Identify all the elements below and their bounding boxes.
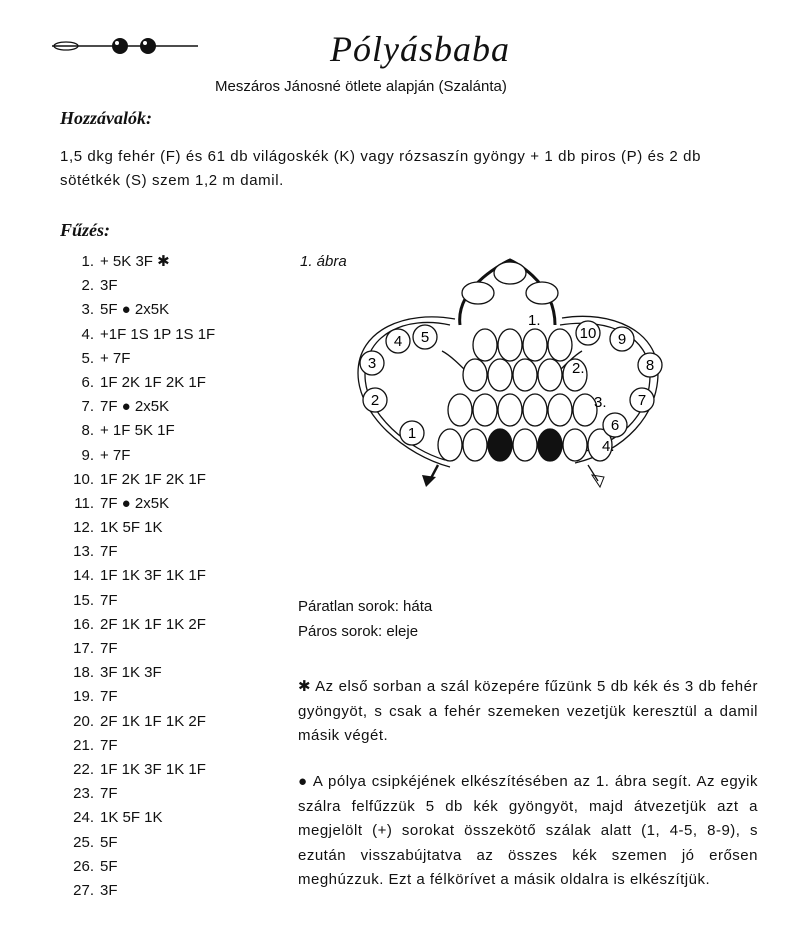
step-number: 13.	[73, 543, 94, 561]
body-bead	[548, 394, 572, 426]
step-item	[60, 758, 215, 782]
step-item	[60, 855, 215, 879]
step-text: 1F 1K 3F 1K 1F	[100, 567, 206, 585]
step-item	[60, 806, 215, 830]
step-text: 7F	[100, 591, 118, 609]
step-number: 7.	[81, 398, 94, 416]
step-number: 16.	[73, 615, 94, 633]
step-number: 9.	[81, 446, 94, 464]
bead-number: 8	[645, 357, 655, 374]
step-item	[60, 734, 215, 758]
step-text: 3F	[100, 881, 118, 899]
arrow-left-icon	[422, 475, 436, 487]
body-bead	[523, 329, 547, 361]
subtitle: Meszáros Jánosné ötlete alapján (Szalánta)	[215, 78, 507, 95]
bead-number: 5	[420, 329, 430, 346]
step-text: 5F	[100, 857, 118, 875]
step-text: 7F	[100, 543, 118, 561]
step-number: 10.	[73, 470, 94, 488]
arc-bead	[494, 262, 526, 284]
figure-label: 1. ábra	[300, 253, 347, 270]
step-text: 3F	[100, 277, 118, 295]
step-number: 19.	[73, 688, 94, 706]
step-text: + 1F 5K 1F	[100, 422, 175, 440]
bead-number: 1	[407, 425, 417, 442]
page-title: Pólyásbaba	[330, 29, 510, 69]
step-item	[60, 395, 215, 419]
step-item	[60, 347, 215, 371]
arc-bead	[462, 282, 494, 304]
step-item	[60, 782, 215, 806]
body-bead	[523, 394, 547, 426]
bead-number: 9	[617, 331, 627, 348]
ingredients-heading: Hozzávalók:	[60, 108, 152, 128]
bead-number: 4	[393, 333, 403, 350]
step-item	[60, 250, 215, 274]
body-bead	[513, 429, 537, 461]
step-number: 1.	[81, 253, 94, 270]
row-label: 3.	[594, 394, 607, 411]
step-item	[60, 298, 215, 322]
step-number: 15.	[73, 591, 94, 609]
body-bead	[513, 359, 537, 391]
step-item	[60, 661, 215, 685]
step-number: 26.	[73, 857, 94, 875]
step-item	[60, 613, 215, 637]
body-bead	[463, 429, 487, 461]
step-number: 12.	[73, 519, 94, 537]
bead-number: 3	[367, 355, 377, 372]
step-number: 23.	[73, 785, 94, 803]
step-number: 6.	[81, 373, 94, 391]
step-text: 7F	[100, 785, 118, 803]
step-number: 3.	[81, 301, 94, 319]
step-number: 17.	[73, 640, 94, 657]
step-number: 24.	[73, 809, 94, 827]
steps-list	[60, 250, 215, 903]
step-text: 2F 1K 1F 1K 2F	[100, 712, 206, 730]
odd-rows-note: Páratlan sorok: háta	[298, 598, 433, 615]
eye-bead	[538, 429, 562, 461]
threading-heading: Fűzés:	[60, 220, 111, 240]
bead-needle-icon	[50, 34, 210, 58]
step-text: 1K 5F 1K	[100, 519, 163, 537]
arc-bead	[526, 282, 558, 304]
step-number: 20.	[73, 712, 94, 730]
step-text: + 7F	[100, 446, 131, 464]
body-bead	[438, 429, 462, 461]
step-text: 3F 1K 3F	[100, 664, 162, 682]
even-rows-note: Páros sorok: eleje	[298, 623, 419, 640]
step-text: 2F 1K 1F 1K 2F	[100, 615, 206, 633]
step-text: 1K 5F 1K	[100, 809, 163, 827]
step-item	[60, 879, 215, 903]
body-bead	[538, 359, 562, 391]
step-text: 1F 2K 1F 2K 1F	[100, 373, 206, 391]
step-text: +1F 1S 1P 1S 1F	[100, 325, 216, 343]
step-text: 7F ● 2x5K	[100, 398, 170, 416]
step-item	[60, 468, 215, 492]
step-number: 21.	[73, 736, 94, 754]
row-label: 1.	[528, 312, 541, 329]
body-bead	[563, 429, 587, 461]
step-number: 11.	[74, 494, 94, 512]
row-label: 4.	[602, 438, 615, 455]
step-item	[60, 540, 215, 564]
body-bead	[498, 394, 522, 426]
note-star: ✱ Az első sorban a szál közepére fűzünk 5 db kék és 3 db fehér gyöngyöt, s csak a fehér szemeken vezetjük keresztül a damil másik végét.	[298, 678, 758, 744]
body-bead	[473, 329, 497, 361]
body-bead	[498, 329, 522, 361]
row-label: 2.	[572, 360, 585, 377]
bead-number: 10	[579, 325, 597, 342]
step-number: 2.	[81, 277, 94, 295]
step-number: 18.	[73, 664, 94, 682]
step-text: 5F	[100, 833, 118, 851]
step-text: 1F 1K 3F 1K 1F	[100, 760, 206, 778]
body-bead	[463, 359, 487, 391]
body-bead	[473, 394, 497, 426]
step-item	[60, 492, 215, 516]
step-item	[60, 516, 215, 540]
bead-number: 6	[610, 417, 620, 434]
step-item	[60, 419, 215, 443]
step-item	[60, 564, 215, 588]
step-text: 5F ● 2x5K	[100, 301, 170, 319]
step-item	[60, 637, 215, 661]
step-text: 7F	[100, 640, 118, 657]
step-text: 1F 2K 1F 2K 1F	[100, 470, 206, 488]
step-text: 7F	[100, 688, 118, 706]
ingredients-text: 1,5 dkg fehér (F) és 61 db világoskék (K) vagy rózsaszín gyöngy + 1 db piros (P) és 2 db sötétkék (S) szem 1,2 m damil.	[60, 148, 702, 189]
step-item	[60, 274, 215, 298]
beading-diagram	[350, 255, 680, 495]
step-item	[60, 323, 215, 347]
step-item	[60, 444, 215, 468]
step-item	[60, 371, 215, 395]
body-bead	[548, 329, 572, 361]
eye-bead	[488, 429, 512, 461]
bead-number: 7	[637, 392, 647, 409]
body-bead	[448, 394, 472, 426]
step-number: 5.	[81, 349, 94, 367]
step-text: + 5K 3F ✱	[100, 253, 170, 270]
step-number: 8.	[81, 422, 94, 440]
step-number: 14.	[73, 567, 94, 585]
step-item	[60, 589, 215, 613]
step-number: 27.	[73, 881, 94, 899]
bead-number: 2	[370, 392, 380, 409]
step-text: 7F ● 2x5K	[100, 494, 170, 512]
step-item	[60, 831, 215, 855]
step-number: 25.	[73, 833, 94, 851]
step-item	[60, 685, 215, 709]
step-text: 7F	[100, 736, 118, 754]
step-number: 22.	[73, 760, 94, 778]
body-bead	[488, 359, 512, 391]
step-text: + 7F	[100, 349, 131, 367]
step-number: 4.	[81, 325, 94, 343]
step-item	[60, 710, 215, 734]
note-bullet: ● A pólya csipkéjének elkészítésében az 1. ábra segít. Az egyik szálra felfűzzük 5 db kék gyöngyöt, majd átvezetjük azt a megjelölt (+) sorokat összekötő szálak alatt (1, 4-5, 8-9), s ezután visszabújtatva az összes kék szemen jó erősen meghúzzuk. Ezt a félkörívet a másik oldalra is elkészítjük.	[298, 773, 758, 888]
